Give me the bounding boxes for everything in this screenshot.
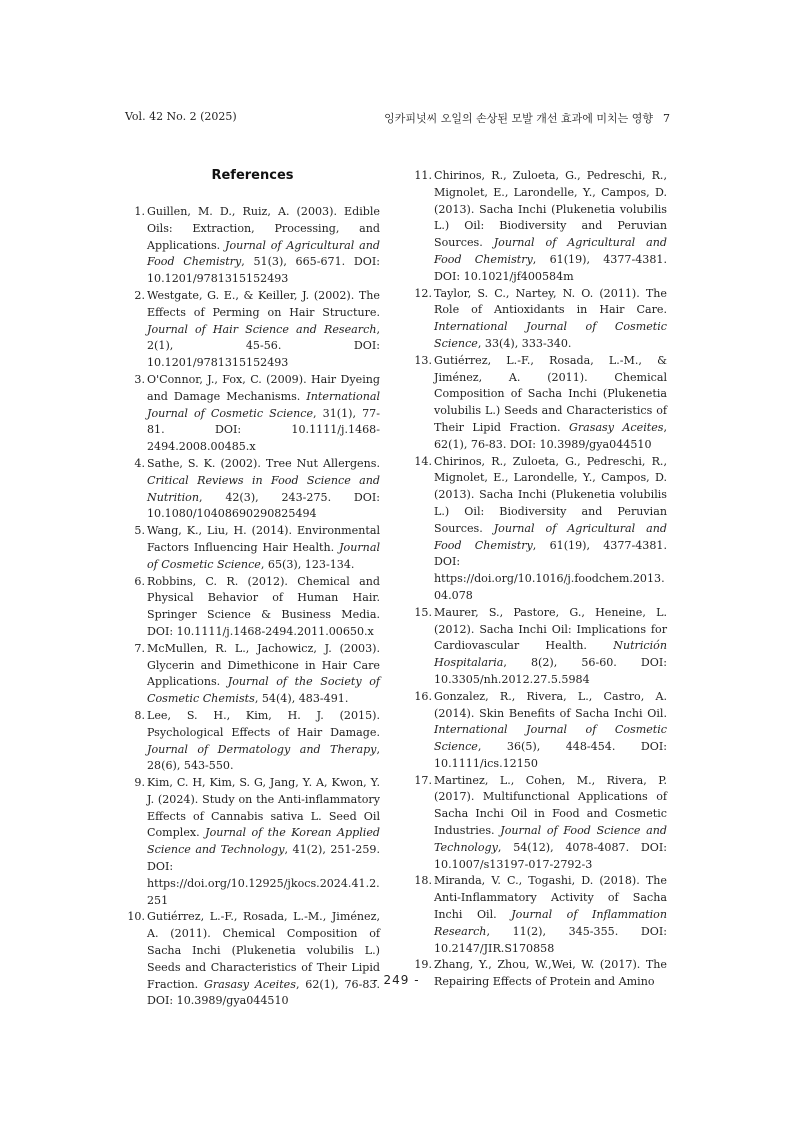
running-header xyxy=(125,110,670,128)
reference-details: , 62(1), 76-83. DOI: 10.3989/gya044510 xyxy=(434,420,667,451)
reference-item xyxy=(412,873,667,957)
reference-item xyxy=(125,523,380,573)
reference-details: , 36(5), 448-454. DOI: 10.1111/ics.12150 xyxy=(434,740,667,770)
reference-number: 10. xyxy=(127,910,145,924)
reference-details: , 33(4), 333-340. xyxy=(477,336,572,350)
reference-journal: Journal of Food Science and Technology xyxy=(434,824,667,854)
reference-details: , 11(2), 345-355. DOI: 10.2147/JIR.S170858 xyxy=(434,924,667,955)
reference-text: Zhang, Y., Zhou, W.,Wei, W. (2017). The Repairing Effects of Protein and Amino xyxy=(434,958,667,989)
reference-journal: Grasasy Aceites xyxy=(204,977,296,991)
header-page-number: 7 xyxy=(663,112,670,125)
reference-text: Kim, C. H, Kim, S. G, Jang, Y. A, Kwon, Y. J. (2024). Study on the Anti-inflammatory Effects of Cannabis sativa L. Seed Oil Complex. xyxy=(147,776,380,840)
running-title: 잉카피넛씨 오일의 손상된 모발 개선 효과에 미치는 영향 xyxy=(384,112,653,125)
reference-number: 4. xyxy=(134,456,145,470)
reference-journal: Journal of Agricultural and Food Chemistry xyxy=(434,521,667,552)
reference-journal: International Journal of Cosmetic Science xyxy=(434,320,667,350)
reference-item xyxy=(412,689,667,773)
reference-journal: Journal of the Society of Cosmetic Chemists xyxy=(147,675,380,706)
reference-journal: International Journal of Cosmetic Science xyxy=(434,723,667,754)
reference-journal: Grasasy Aceites xyxy=(568,420,664,434)
reference-details: , 65(3), 123-134. xyxy=(260,557,355,571)
reference-item xyxy=(125,456,380,523)
reference-text: Chirinos, R., Zuloeta, G., Pedreschi, R., Mignolet, E., Larondelle, Y., Campos, D. (2013). Sacha Inchi (Plukenetia volubilis L.) Oil: Biodiversity and Peruvian Sources. xyxy=(434,169,667,250)
reference-item xyxy=(125,708,380,775)
reference-number: 13. xyxy=(414,353,432,367)
reference-text: Gutiérrez, L.-F., Rosada, L.-M., Jiménez, A. (2011). Chemical Composition of Sacha Inchi (Plukenetia volubilis L.) Seeds and Characteristics of Their Lipid Fraction. xyxy=(147,910,380,991)
reference-text: Sathe, S. K. (2002). Tree Nut Allergens. xyxy=(147,456,380,470)
reference-details: , 31(1), 77-81. DOI: 10.1111/j.1468-2494.2008.00485.x xyxy=(147,406,380,454)
right-column xyxy=(412,168,667,991)
reference-text: Guillen, M. D., Ruiz, A. (2003). Edible Oils: Extraction, Processing, and Applications. xyxy=(147,205,380,252)
reference-journal: International Journal of Cosmetic Science xyxy=(147,389,380,420)
reference-number: 3. xyxy=(134,372,145,386)
reference-item xyxy=(125,641,380,708)
reference-text: Taylor, S. C., Nartey, N. O. (2011). The Role of Antioxidants in Hair Care. xyxy=(434,286,667,317)
reference-item xyxy=(412,353,667,454)
reference-journal: Journal of Dermatology and Therapy xyxy=(147,742,377,756)
reference-item xyxy=(125,372,380,456)
reference-number: 11. xyxy=(414,169,432,182)
reference-text: Wang, K., Liu, H. (2014). Environmental Factors Influencing Hair Health. xyxy=(147,524,380,554)
journal-issue: Vol. 42 No. 2 (2025) xyxy=(125,110,237,123)
reference-journal: Journal of Inflammation Research xyxy=(434,908,667,938)
reference-number: 12. xyxy=(414,286,432,300)
reference-item xyxy=(125,288,380,372)
reference-details: , 54(12), 4078-4087. DOI: 10.1007/s13197-017-2792-3 xyxy=(434,840,667,871)
reference-item xyxy=(125,909,380,1010)
reference-text: Miranda, V. C., Togashi, D. (2018). The Anti-Inflammatory Activity of Sacha Inchi Oil. xyxy=(434,874,667,922)
reference-details: , 8(2), 56-60. DOI: 10.3305/nh.2012.27.5.5984 xyxy=(434,656,667,686)
reference-number: 15. xyxy=(414,605,432,619)
reference-journal: Journal of Cosmetic Science xyxy=(147,540,380,571)
reference-text: Westgate, G. E., & Keiller, J. (2002). The Effects of Perming on Hair Structure. xyxy=(147,288,380,319)
reference-item xyxy=(125,775,380,909)
reference-details: , 28(6), 543-550. xyxy=(147,742,380,773)
reference-text: Lee, S. H., Kim, H. J. (2015). Psychological Effects of Hair Damage. xyxy=(147,708,380,739)
reference-details: , 61(19), 4377-4381. DOI: https://doi.org/10.1016/j.foodchem.2013.04.078 xyxy=(434,538,667,602)
page-footer-number: - 249 - xyxy=(373,973,420,987)
reference-number: 9. xyxy=(134,776,145,790)
reference-number: 19. xyxy=(414,958,432,972)
reference-item xyxy=(412,286,667,353)
left-column xyxy=(125,168,380,1010)
references-heading: References xyxy=(211,168,294,183)
running-title-block xyxy=(384,110,670,126)
reference-details: , 54(4), 483-491. xyxy=(254,692,349,706)
reference-details: , 61(19), 4377-4381. DOI: 10.1021/jf400584m xyxy=(434,252,667,283)
reference-number: 7. xyxy=(134,641,145,655)
reference-item xyxy=(412,168,667,286)
reference-item xyxy=(125,574,380,641)
reference-number: 8. xyxy=(134,708,145,722)
reference-number: 17. xyxy=(414,773,432,787)
reference-journal: Journal of Agricultural and Food Chemistry xyxy=(147,238,381,269)
reference-details: , 41(2), 251-259. DOI: https://doi.org/10.12925/jkocs.2024.41.2.251 xyxy=(147,843,380,907)
reference-text: Robbins, C. R. (2012). Chemical and Physical Behavior of Human Hair. Springer Science & Business Media. DOI: 10.1111/j.1468-2494.2011.00650.x xyxy=(147,574,380,638)
reference-text: O'Connor, J., Fox, C. (2009). Hair Dyeing and Damage Mechanisms. xyxy=(147,372,380,403)
reference-item xyxy=(412,605,667,689)
reference-number: 18. xyxy=(414,874,432,888)
reference-item xyxy=(412,773,667,874)
reference-journal: Journal of Hair Science and Research xyxy=(147,322,377,336)
reference-details: , 2(1), 45-56. DOI: 10.1201/9781315152493 xyxy=(147,322,380,370)
reference-list-left xyxy=(125,204,380,1010)
reference-journal: Journal of the Korean Applied Science and Technology xyxy=(147,826,380,857)
reference-number: 5. xyxy=(134,524,145,538)
reference-details: , 51(3), 665-671. DOI: 10.1201/9781315152493 xyxy=(147,255,380,286)
reference-text: McMullen, R. L., Jachowicz, J. (2003). Glycerin and Dimethicone in Hair Care Applications. xyxy=(147,641,380,689)
reference-number: 14. xyxy=(414,454,432,468)
reference-item xyxy=(412,454,667,605)
reference-text: Martinez, L., Cohen, M., Rivera, P. (2017). Multifunctional Applications of Sacha Inchi Oil in Food and Cosmetic Industries. xyxy=(434,773,667,838)
reference-details: , 42(3), 243-275. DOI: 10.1080/10408690290825494 xyxy=(147,490,380,521)
reference-journal: Critical Reviews in Food Science and Nutrition xyxy=(147,473,380,504)
reference-number: 6. xyxy=(134,574,145,588)
reference-number: 16. xyxy=(414,689,432,703)
reference-text: Chirinos, R., Zuloeta, G., Pedreschi, R., Mignolet, E., Larondelle, Y., Campos, D. (2013). Sacha Inchi (Plukenetia volubilis L.) Oil: Biodiversity and Peruvian Sources. xyxy=(434,454,667,535)
reference-text: Gutiérrez, L.-F., Rosada, L.-M., & Jiménez, A. (2011). Chemical Composition of Sacha Inchi (Plukenetia volubilis L.) Seeds and Characteristics of Their Lipid Fraction. xyxy=(434,353,667,434)
reference-journal: Journal of Agricultural and Food Chemistry xyxy=(434,236,667,266)
reference-text: Gonzalez, R., Rivera, L., Castro, A. (2014). Skin Benefits of Sacha Inchi Oil. xyxy=(434,689,667,720)
reference-number: 2. xyxy=(134,288,145,302)
reference-text: Maurer, S., Pastore, G., Heneine, L. (2012). Sacha Inchi Oil: Implications for Cardiovascular Health. xyxy=(434,605,667,653)
reference-details: , 62(1), 76-83. DOI: 10.3989/gya044510 xyxy=(147,977,380,1008)
reference-number: 1. xyxy=(134,205,145,218)
reference-item xyxy=(125,204,380,288)
reference-journal: Nutrición Hospitalaria xyxy=(434,639,667,670)
reference-list-right xyxy=(412,168,667,991)
